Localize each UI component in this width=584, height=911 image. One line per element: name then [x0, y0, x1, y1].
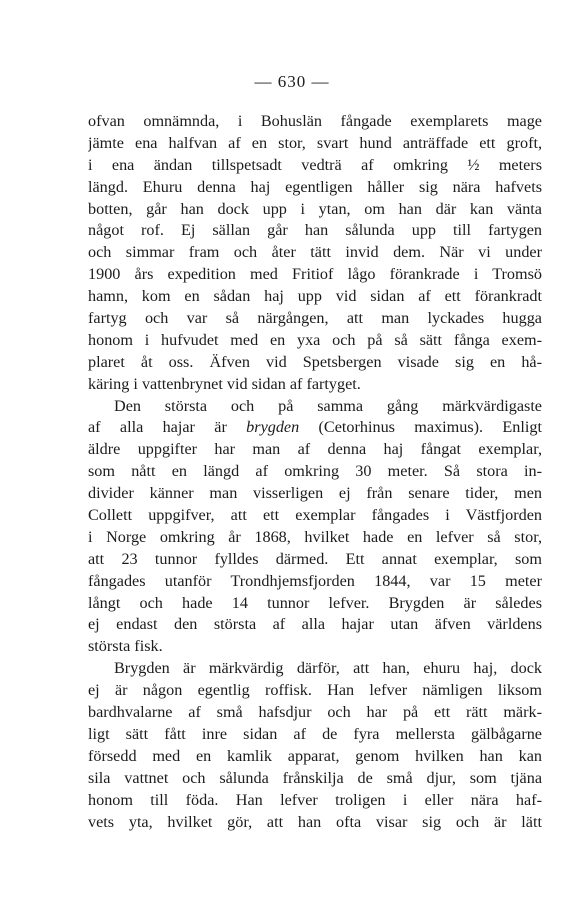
paragraph-3 [88, 658, 542, 833]
text-line: hamn, kom en sådan haj upp vid sidan af ett förankradt [88, 287, 542, 306]
text-line: ofvan omnämnda, i Bohuslän fångade exemplarets mage [88, 112, 542, 130]
text-line: jämte ena halfvan af en stor, svart hund anträffade ett groft, [88, 133, 542, 152]
text-line: försedd med en kamlik apparat, genom hvilken han kan [88, 746, 542, 765]
text-line: något rof. Ej sällan går han sålunda upp till fartygen [88, 221, 542, 240]
text-line: ej endast den största af alla hajar utan äfven världens [88, 615, 542, 634]
text-line: i ena ändan tillspetsadt vedträ af omkring ½ meters [88, 155, 542, 174]
text-line: vets yta, hvilket gör, att han ofta visar sig och är lätt [88, 812, 542, 831]
text-line: Collett uppgifver, att ett exemplar fångades i Västfjorden [88, 506, 542, 525]
text-line: Den största och på samma gång märkvärdigaste [114, 396, 542, 415]
text-line: längd. Ehuru denna haj egentligen håller sig nära hafvets [88, 177, 542, 196]
text-line: fångades utanför Trondhjemsfjorden 1844, var 15 meter [88, 571, 542, 590]
text-line: och simmar fram och åter tätt invid dem. När vi under [88, 243, 542, 262]
text-line: bardhvalarne af små hafsdjur och har på ett rätt märk- [88, 703, 542, 722]
text-line: ligt sätt fått inre sidan af de fyra mellersta gälbågarne [88, 724, 542, 743]
text-line: största fisk. [88, 637, 163, 656]
text-line: käring i vattenbrynet vid sidan af fartyget. [88, 374, 361, 393]
text-line: botten, går han dock upp i ytan, om han där kan vänta [88, 199, 542, 218]
text-line: fartyg och var så närgången, att man lyckades hugga [88, 309, 542, 328]
text-line: Brygden är märkvärdig därför, att han, ehuru haj, dock [114, 659, 542, 678]
paragraph-1 [88, 111, 542, 396]
text-line: divider känner man visserligen ej från senare tider, men [88, 484, 542, 503]
text-line: honom till föda. Han lefver troligen i eller nära haf- [88, 790, 542, 809]
text-line: som nått en längd af omkring 30 meter. Så stora in- [88, 462, 542, 481]
body-text [88, 111, 542, 833]
paragraph-2 [88, 396, 542, 659]
text-line: äldre uppgifter har man af denna haj fångat exemplar, [88, 440, 542, 459]
text-line: att 23 tunnor fylldes därmed. Ett annat exemplar, som [88, 549, 542, 568]
text-line: ej är någon egentlig roffisk. Han lefver nämligen liksom [88, 681, 542, 700]
italic-term: brygden [246, 418, 300, 437]
text-line: honom i hufvudet med en yxa och på så sätt fånga exem- [88, 330, 542, 349]
text-line: sila vattnet och sålunda frånskilja de små djur, som tjäna [88, 768, 542, 787]
text-line: i Norge omkring år 1868, hvilket hade en lefver så stor, [88, 527, 542, 546]
text-line: 1900 års expedition med Fritiof lågo förankrade i Tromsö [88, 265, 542, 284]
text-line: långt och hade 14 tunnor lefver. Brygden är således [88, 593, 542, 612]
text-line: plaret åt oss. Äfven vid Spetsbergen visade sig en hå- [88, 352, 542, 371]
text-line: af alla hajar är brygden (Cetorhinus maximus). Enligt [88, 418, 542, 437]
page-number: — 630 — [254, 72, 330, 91]
